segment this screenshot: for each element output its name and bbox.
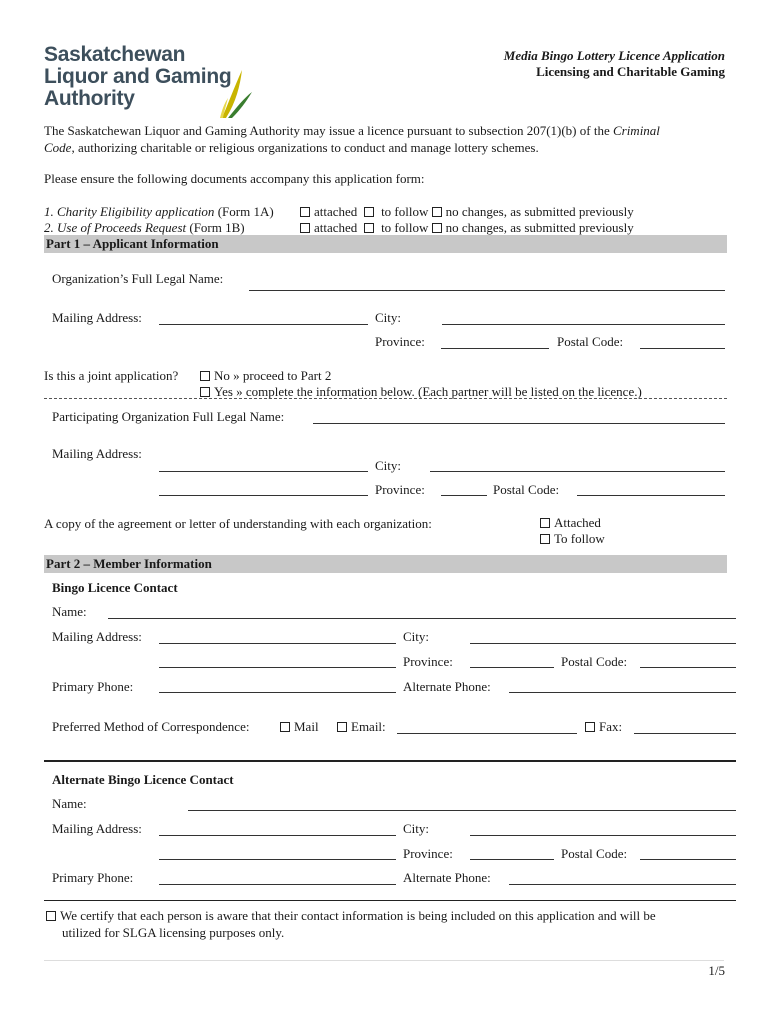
intro-text-b: Criminal [612, 123, 660, 138]
doc-2-follow-checkbox[interactable] [364, 223, 374, 233]
alt-postal-field[interactable] [640, 859, 736, 860]
mailing-address-field[interactable] [159, 324, 368, 325]
doc-2-options [300, 220, 634, 236]
doc-row-2 [44, 220, 245, 236]
certification[interactable] [46, 907, 656, 941]
section-divider [44, 398, 727, 399]
agreement-follow-checkbox[interactable] [540, 534, 550, 544]
contact-primary-phone-field[interactable] [159, 692, 396, 693]
province-label: Province: [375, 334, 425, 349]
mailing-address-label: Mailing Address: [52, 310, 142, 325]
contact-mailing-field[interactable] [159, 643, 396, 644]
logo-line-2: Liquor and Gaming [44, 65, 232, 88]
documents-instruction: Please ensure the following documents accompany this application form: [44, 171, 425, 186]
contact-name-field[interactable] [108, 618, 736, 619]
alt-name-label: Name: [52, 796, 87, 811]
certify-checkbox[interactable] [46, 911, 56, 921]
alt-province-label: Province: [403, 846, 453, 861]
checkbox-label: Mail [294, 719, 319, 734]
part-2-header: Part 2 – Member Information [44, 555, 727, 573]
email-field[interactable] [397, 733, 577, 734]
doc-row-1 [44, 204, 274, 220]
doc-form: (Form 1B) [186, 220, 245, 235]
logo-line-3: Authority [44, 87, 135, 110]
alt-province-field[interactable] [470, 859, 554, 860]
wheat-stalk-icon [218, 64, 254, 120]
contact-province-field[interactable] [470, 667, 554, 668]
logo-text [44, 44, 231, 110]
alt-city-field[interactable] [470, 835, 736, 836]
contact-name-label: Name: [52, 604, 87, 619]
intro-text-c: Code [44, 140, 72, 155]
joint-no-option[interactable] [200, 368, 331, 384]
contact-title: Bingo Licence Contact [52, 580, 178, 595]
doc-1-nochange-checkbox[interactable] [432, 207, 442, 217]
logo-line-1: Saskatchewan [44, 43, 186, 66]
alt-alt-phone-field[interactable] [509, 884, 736, 885]
contact-alt-phone-field[interactable] [509, 692, 736, 693]
contact-mailing-field-2[interactable] [159, 667, 396, 668]
contact-mailing-label: Mailing Address: [52, 629, 142, 644]
contact-primary-phone-label: Primary Phone: [52, 679, 134, 694]
pref-method-label: Preferred Method of Correspondence: [52, 719, 250, 734]
agreement-attached-option[interactable] [540, 515, 601, 531]
doc-name: 2. Use of Proceeds Request [44, 220, 187, 235]
intro-paragraph [44, 122, 660, 156]
checkbox-label: Email: [351, 719, 386, 734]
participating-mailing-label: Mailing Address: [52, 446, 142, 461]
alt-name-field[interactable] [188, 810, 736, 811]
checkbox-label: To follow [554, 531, 605, 546]
checkbox-label: no changes, as submitted previously [445, 204, 634, 219]
certify-text-2: utilized for SLGA licensing purposes only. [62, 925, 285, 940]
contact-city-label: City: [403, 629, 430, 644]
doc-2-nochange-checkbox[interactable] [432, 223, 442, 233]
province-field[interactable] [441, 348, 549, 349]
joint-question: Is this a joint application? [44, 368, 179, 383]
checkbox-label: No » proceed to Part 2 [214, 368, 332, 383]
city-label: City: [375, 310, 402, 325]
fax-field[interactable] [634, 733, 736, 734]
org-name-field[interactable] [249, 290, 725, 291]
checkbox-label: attached [314, 204, 358, 219]
doc-1-options [300, 204, 634, 220]
postal-code-label: Postal Code: [557, 334, 624, 349]
alt-primary-phone-field[interactable] [159, 884, 396, 885]
form-title: Media Bingo Lottery Licence Application [503, 48, 725, 63]
city-field[interactable] [442, 324, 725, 325]
alt-mailing-field[interactable] [159, 835, 396, 836]
alt-mailing-field-2[interactable] [159, 859, 396, 860]
alt-contact-title: Alternate Bingo Licence Contact [52, 772, 234, 787]
agreement-attached-checkbox[interactable] [540, 518, 550, 528]
contact-city-field[interactable] [470, 643, 736, 644]
doc-2-attached-checkbox[interactable] [300, 223, 310, 233]
participating-province-label: Province: [375, 482, 425, 497]
participating-org-label: Participating Organization Full Legal Name: [52, 409, 285, 424]
doc-1-follow-checkbox[interactable] [364, 207, 374, 217]
agreement-label: A copy of the agreement or letter of understanding with each organization: [44, 516, 432, 531]
intro-text-a: The Saskatchewan Liquor and Gaming Authority may issue a licence pursuant to subsection 207(1)(b) of the [44, 123, 613, 138]
pref-fax-option[interactable] [585, 719, 622, 735]
doc-form: (Form 1A) [214, 204, 274, 219]
checkbox-label: Yes » complete the information below. (Each partner will be listed on the licence.) [214, 384, 642, 399]
intro-text-d: , authorizing charitable or religious organizations to conduct and manage lottery schemes. [71, 140, 539, 155]
section-divider [44, 900, 736, 901]
checkbox-label: Attached [554, 515, 601, 530]
alt-mailing-label: Mailing Address: [52, 821, 142, 836]
participating-org-field[interactable] [313, 423, 725, 424]
footer-divider [44, 960, 724, 961]
agreement-follow-option[interactable] [540, 531, 605, 547]
alt-alt-phone-label: Alternate Phone: [403, 870, 491, 885]
postal-code-field[interactable] [640, 348, 725, 349]
contact-alt-phone-label: Alternate Phone: [403, 679, 491, 694]
doc-name: 1. Charity Eligibility application [44, 204, 215, 219]
participating-city-label: City: [375, 458, 402, 473]
joint-yes-checkbox[interactable] [200, 387, 210, 397]
contact-province-label: Province: [403, 654, 453, 669]
section-divider [44, 760, 736, 762]
pref-mail-option[interactable] [280, 719, 319, 735]
checkbox-label: to follow [381, 220, 429, 235]
checkbox-label: Fax: [599, 719, 623, 734]
part-1-header: Part 1 – Applicant Information [44, 235, 727, 253]
pref-mail-checkbox[interactable] [280, 722, 290, 732]
alt-primary-phone-label: Primary Phone: [52, 870, 134, 885]
participating-postal-field[interactable] [577, 495, 725, 496]
participating-city-field[interactable] [430, 471, 725, 472]
checkbox-label: to follow [381, 204, 429, 219]
alt-postal-label: Postal Code: [561, 846, 628, 861]
certify-text-1: We certify that each person is aware that their contact information is being included on this application and will be [60, 908, 656, 923]
joint-no-checkbox[interactable] [200, 371, 210, 381]
checkbox-label: no changes, as submitted previously [445, 220, 634, 235]
alt-city-label: City: [403, 821, 430, 836]
participating-mailing-field[interactable] [159, 471, 368, 472]
pref-email-option[interactable] [337, 719, 386, 735]
org-name-label: Organization’s Full Legal Name: [52, 271, 224, 286]
participating-postal-label: Postal Code: [493, 482, 560, 497]
contact-postal-label: Postal Code: [561, 654, 628, 669]
form-subtitle: Licensing and Charitable Gaming [536, 64, 725, 79]
doc-1-attached-checkbox[interactable] [300, 207, 310, 217]
contact-postal-field[interactable] [640, 667, 736, 668]
participating-province-field[interactable] [441, 495, 487, 496]
pref-email-checkbox[interactable] [337, 722, 347, 732]
form-header [504, 48, 725, 80]
page-number: 1/5 [708, 963, 725, 978]
checkbox-label: attached [314, 220, 358, 235]
pref-fax-checkbox[interactable] [585, 722, 595, 732]
participating-mailing-field-2[interactable] [159, 495, 368, 496]
